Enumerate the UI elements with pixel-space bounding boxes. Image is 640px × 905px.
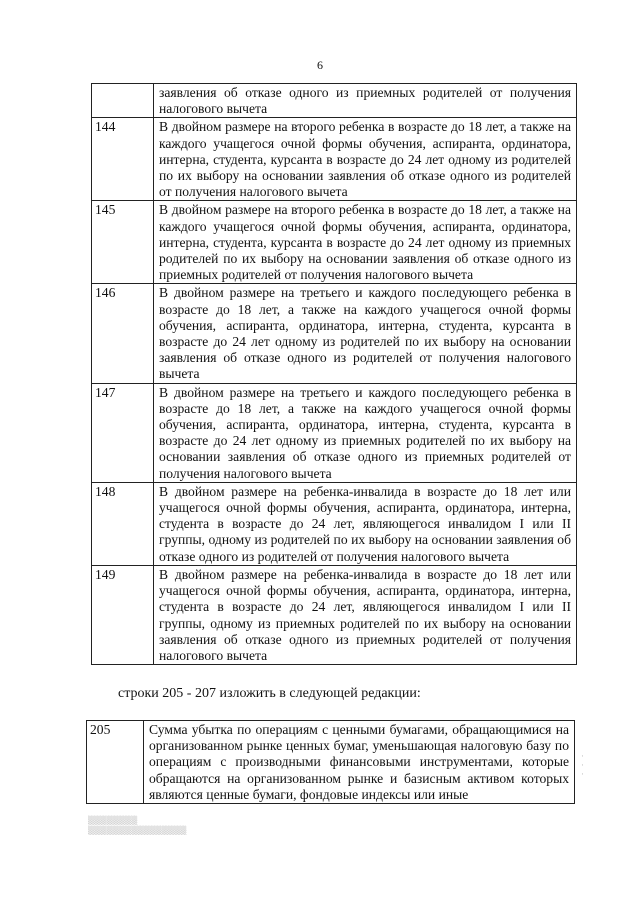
row-description: В двойном размере на третьего и каждого последующего ребенка в возрасте до 18 лет, а также на каждого учащегося очной формы обучения, аспиранта, ординатора, интерна, студента, курсанта в возрасте до 24 лет одному из родителей по их выбору на основании заявления об отказе одного из родителей от получения налогового вычета [154,284,577,383]
row-description: В двойном размере на второго ребенка в возрасте до 18 лет, а также на каждого учащегося очной формы обучения, аспиранта, ординатора, интерна, студента, курсанта в возрасте до 24 лет одному из родителей по их выбору на основании заявления об отказе одного из родителей от получения налогового вычета [154,118,577,201]
row-description: заявления об отказе одного из приемных родителей от получения налогового вычета [154,84,577,118]
row-description: В двойном размере на ребенка-инвалида в возрасте до 18 лет или учащегося очной формы обучения, аспиранта, ординатора, интерна, студента в возрасте до 24 лет, являющегося инвалидом I или II группы, одному из приемных родителей по их выбору на основании заявления об отказе одного из приемных родителей от получения налогового вычета [154,565,577,664]
table-row [92,201,577,284]
row-description: В двойном размере на второго ребенка в возрасте до 18 лет, а также на каждого учащегося очной формы обучения, аспиранта, ординатора, интерна, студента, курсанта в возрасте до 24 лет одному из приемных родителей по их выбору на основании заявления об отказе одного из приемных родителей от получения налогового вычета [154,201,577,284]
page-number: 6 [317,58,323,72]
margin-scan-marks: · · · [581,751,584,779]
row-description: В двойном размере на ребенка-инвалида в возрасте до 18 лет или учащегося очной формы обучения, аспиранта, ординатора, интерна, студента в возрасте до 24 лет, являющегося инвалидом I или II группы, одному из родителей по их выбору на основании заявления об отказе одного из родителей от получения налогового вычета [154,482,577,565]
amendment-instruction: строки 205 - 207 изложить в следующей редакции: [118,686,421,701]
table-row [92,383,577,482]
row-code: 145 [92,201,154,284]
row-code: 205 [87,721,144,804]
amended-rows-table [86,720,575,804]
table-row [92,284,577,383]
row-code: 147 [92,383,154,482]
row-code: 146 [92,284,154,383]
faded-stamp-marks: ▒▒▒▒▒▒▒▒ ▒▒▒▒▒▒▒▒▒▒▒▒▒▒▒▒ [88,816,187,835]
table-row [92,118,577,201]
table-row [92,84,577,118]
row-code [92,84,154,118]
table-row [87,721,575,804]
table-row [92,482,577,565]
row-code: 148 [92,482,154,565]
income-codes-table [91,83,577,665]
row-code: 149 [92,565,154,664]
row-code: 144 [92,118,154,201]
row-description: Сумма убытка по операциям с ценными бумагами, обращающимися на организованном рынке ценных бумаг, уменьшающая налоговую базу по операциям с производными финансовыми инструментами, которые обращаются на организованном рынке и базисным активом которых являются ценные бумаги, фондовые индексы или иные [144,721,575,804]
table-row [92,565,577,664]
row-description: В двойном размере на третьего и каждого последующего ребенка в возрасте до 18 лет, а также на каждого учащегося очной формы обучения, аспиранта, ординатора, интерна, студента, курсанта в возрасте до 24 лет одному из приемных родителей по их выбору на основании заявления об отказе одного из приемных родителей от получения налогового вычета [154,383,577,482]
